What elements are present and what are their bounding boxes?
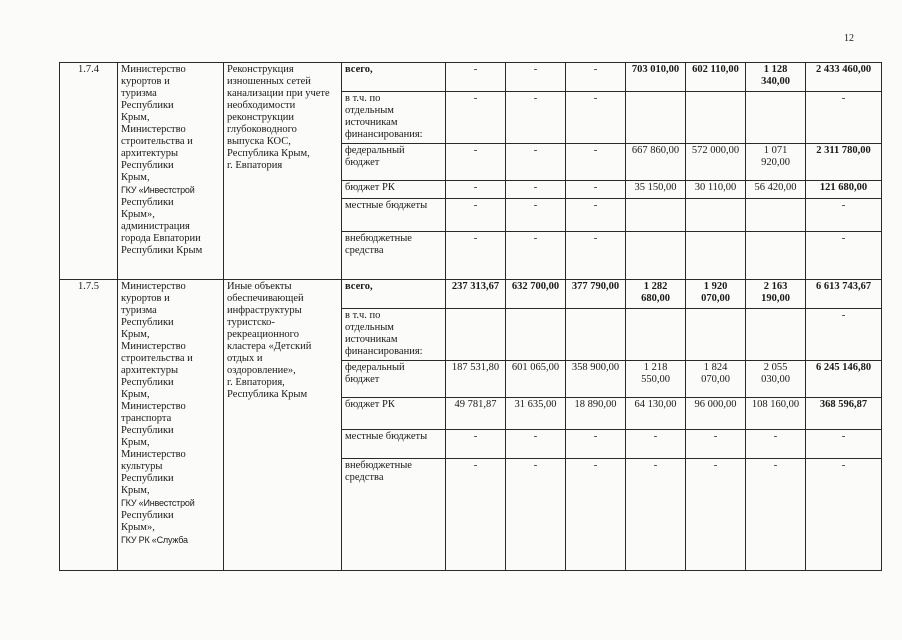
text-line: отдельным [345, 322, 394, 333]
text-line: Министерство [121, 281, 186, 292]
year-value: 64 130,00 [626, 398, 686, 430]
text-line: Министерство [121, 341, 186, 352]
text-line: туристско- [227, 317, 275, 328]
total-value: 121 680,00 [806, 181, 882, 199]
year-value: - [746, 430, 806, 459]
text-line: финансирования: [345, 129, 423, 140]
text-line: внебюджетные [345, 233, 412, 244]
year-value: 377 790,00 [566, 280, 626, 309]
funding-source [342, 309, 446, 361]
year-value: - [566, 199, 626, 232]
text-line: Республики [121, 510, 174, 521]
object-cell [224, 63, 342, 280]
text-line: Министерство [121, 124, 186, 135]
year-value: 237 313,67 [446, 280, 506, 309]
year-value [686, 309, 746, 361]
year-value: 703 010,00 [626, 63, 686, 92]
year-value: - [506, 232, 566, 280]
year-value: - [446, 232, 506, 280]
year-value: 572 000,00 [686, 144, 746, 181]
year-value [506, 309, 566, 361]
year-value: - [566, 181, 626, 199]
year-value: - [446, 63, 506, 92]
text-line: федеральный [345, 362, 405, 373]
text-line: выпуска КОС, [227, 136, 291, 147]
text-line: финансирования: [345, 346, 423, 357]
text-line: туризма [121, 305, 157, 316]
year-value [686, 199, 746, 232]
year-value [746, 309, 806, 361]
year-value [446, 309, 506, 361]
text-line: местные бюджеты [345, 200, 428, 211]
text-line: ГКУ РК «Служба [121, 535, 188, 545]
year-value: 35 150,00 [626, 181, 686, 199]
text-line: г. Евпатория [227, 160, 283, 171]
text-line: бюджет [345, 157, 380, 168]
text-line: средства [345, 245, 384, 256]
funding-source [342, 92, 446, 144]
text-line: реконструкции [227, 112, 295, 123]
year-value: - [506, 459, 566, 571]
text-line: всего, [345, 64, 373, 75]
text-line: курортов и [121, 76, 170, 87]
text-line: Республики [121, 100, 174, 111]
year-value: 358 900,00 [566, 361, 626, 398]
text-line: туризма [121, 88, 157, 99]
object-cell [224, 280, 342, 571]
year-value: - [566, 232, 626, 280]
total-value: 2 433 460,00 [806, 63, 882, 92]
year-value: 1 218 550,00 [626, 361, 686, 398]
page-number: 12 [844, 33, 854, 44]
funding-source [342, 232, 446, 280]
text-line: средства [345, 472, 384, 483]
total-value: - [806, 309, 882, 361]
text-line: Министерство [121, 449, 186, 460]
text-line: Министерство [121, 401, 186, 412]
total-value: - [806, 199, 882, 232]
funding-source [342, 361, 446, 398]
text-line: в т.ч. по [345, 93, 381, 104]
text-line: в т.ч. по [345, 310, 381, 321]
year-value [746, 232, 806, 280]
text-line: Крым, [121, 485, 150, 496]
table-body [60, 63, 882, 571]
year-value: - [566, 63, 626, 92]
text-line: внебюджетные [345, 460, 412, 471]
funding-source [342, 144, 446, 181]
text-line: кластера «Детский [227, 341, 312, 352]
text-line: Республики [121, 377, 174, 388]
year-value: 667 860,00 [626, 144, 686, 181]
year-value: - [566, 430, 626, 459]
text-line: бюджет РК [345, 182, 395, 193]
year-value: - [686, 430, 746, 459]
year-value: 1 128 340,00 [746, 63, 806, 92]
year-value: - [506, 92, 566, 144]
year-value: 602 110,00 [686, 63, 746, 92]
year-value [746, 199, 806, 232]
year-value: 96 000,00 [686, 398, 746, 430]
year-value: 2 055 030,00 [746, 361, 806, 398]
text-line: Крым», [121, 522, 155, 533]
text-line: Крым, [121, 112, 150, 123]
year-value: - [566, 459, 626, 571]
text-line: города Евпатории [121, 233, 201, 244]
year-value [626, 92, 686, 144]
text-line: Республики [121, 317, 174, 328]
funding-source [342, 398, 446, 430]
year-value [686, 92, 746, 144]
text-line: Крым», [121, 209, 155, 220]
year-value: - [506, 144, 566, 181]
year-value: - [446, 92, 506, 144]
text-line: источникам [345, 117, 398, 128]
year-value: - [506, 181, 566, 199]
text-line: администрация [121, 221, 190, 232]
text-line: Республики [121, 473, 174, 484]
year-value: - [446, 199, 506, 232]
year-value: - [746, 459, 806, 571]
text-line: Республики [121, 197, 174, 208]
text-line: строительства и [121, 136, 193, 147]
table-row [60, 63, 882, 92]
text-line: Реконструкция [227, 64, 294, 75]
text-line: отдых и [227, 353, 263, 364]
funding-source [342, 430, 446, 459]
year-value: 56 420,00 [746, 181, 806, 199]
text-line: Крым, [121, 437, 150, 448]
text-line: всего, [345, 281, 373, 292]
total-value: 6 245 146,80 [806, 361, 882, 398]
funding-source [342, 199, 446, 232]
text-line: культуры [121, 461, 163, 472]
year-value [626, 199, 686, 232]
funding-source [342, 181, 446, 199]
year-value [626, 309, 686, 361]
text-line: отдельным [345, 105, 394, 116]
funding-source [342, 63, 446, 92]
year-value: 1 824 070,00 [686, 361, 746, 398]
item-code: 1.7.4 [60, 63, 118, 280]
year-value: - [686, 459, 746, 571]
total-value: 2 311 780,00 [806, 144, 882, 181]
executor-cell [118, 280, 224, 571]
financing-table [59, 62, 882, 571]
text-line: инфраструктуры [227, 305, 302, 316]
total-value: - [806, 92, 882, 144]
year-value: - [566, 144, 626, 181]
text-line: курортов и [121, 293, 170, 304]
text-line: Иные объекты [227, 281, 292, 292]
table-row [60, 280, 882, 309]
year-value: 1 920 070,00 [686, 280, 746, 309]
total-value: - [806, 430, 882, 459]
text-line: бюджет [345, 374, 380, 385]
year-value: 18 890,00 [566, 398, 626, 430]
text-line: Крым, [121, 389, 150, 400]
year-value: - [626, 459, 686, 571]
text-line: транспорта [121, 413, 172, 424]
year-value: 1 071 920,00 [746, 144, 806, 181]
text-line: г. Евпатория, [227, 377, 285, 388]
text-line: федеральный [345, 145, 405, 156]
year-value [566, 309, 626, 361]
year-value: 108 160,00 [746, 398, 806, 430]
year-value [686, 232, 746, 280]
executor-cell [118, 63, 224, 280]
text-line: Республика Крым [227, 389, 308, 400]
text-line: глубоководного [227, 124, 297, 135]
text-line: архитектуры [121, 365, 178, 376]
text-line: бюджет РК [345, 399, 395, 410]
item-code: 1.7.5 [60, 280, 118, 571]
text-line: Республики [121, 425, 174, 436]
year-value: - [446, 181, 506, 199]
year-value: 49 781,87 [446, 398, 506, 430]
total-value: 6 613 743,67 [806, 280, 882, 309]
year-value [626, 232, 686, 280]
text-line: канализации при учете [227, 88, 330, 99]
funding-source [342, 280, 446, 309]
text-line: строительства и [121, 353, 193, 364]
year-value: - [446, 459, 506, 571]
text-line: обеспечивающей [227, 293, 304, 304]
year-value: 2 163 190,00 [746, 280, 806, 309]
year-value: - [446, 144, 506, 181]
year-value [746, 92, 806, 144]
text-line: Республика Крым, [227, 148, 310, 159]
funding-source [342, 459, 446, 571]
text-line: Министерство [121, 64, 186, 75]
year-value: 601 065,00 [506, 361, 566, 398]
year-value: - [506, 199, 566, 232]
total-value: - [806, 232, 882, 280]
text-line: Республики Крым [121, 245, 203, 256]
text-line: ГКУ «Инвестстрой [121, 185, 195, 195]
total-value: 368 596,87 [806, 398, 882, 430]
year-value: 1 282 680,00 [626, 280, 686, 309]
text-line: рекреационного [227, 329, 299, 340]
text-line: оздоровление», [227, 365, 296, 376]
text-line: Республики [121, 160, 174, 171]
year-value: 632 700,00 [506, 280, 566, 309]
total-value: - [806, 459, 882, 571]
text-line: источникам [345, 334, 398, 345]
year-value: 30 110,00 [686, 181, 746, 199]
year-value: - [446, 430, 506, 459]
text-line: ГКУ «Инвестстрой [121, 498, 195, 508]
text-line: Крым, [121, 329, 150, 340]
year-value: 31 635,00 [506, 398, 566, 430]
text-line: необходимости [227, 100, 296, 111]
year-value: 187 531,80 [446, 361, 506, 398]
text-line: изношенных сетей [227, 76, 311, 87]
year-value: - [566, 92, 626, 144]
year-value: - [626, 430, 686, 459]
year-value: - [506, 63, 566, 92]
text-line: архитектуры [121, 148, 178, 159]
text-line: местные бюджеты [345, 431, 428, 442]
year-value: - [506, 430, 566, 459]
text-line: Крым, [121, 172, 150, 183]
